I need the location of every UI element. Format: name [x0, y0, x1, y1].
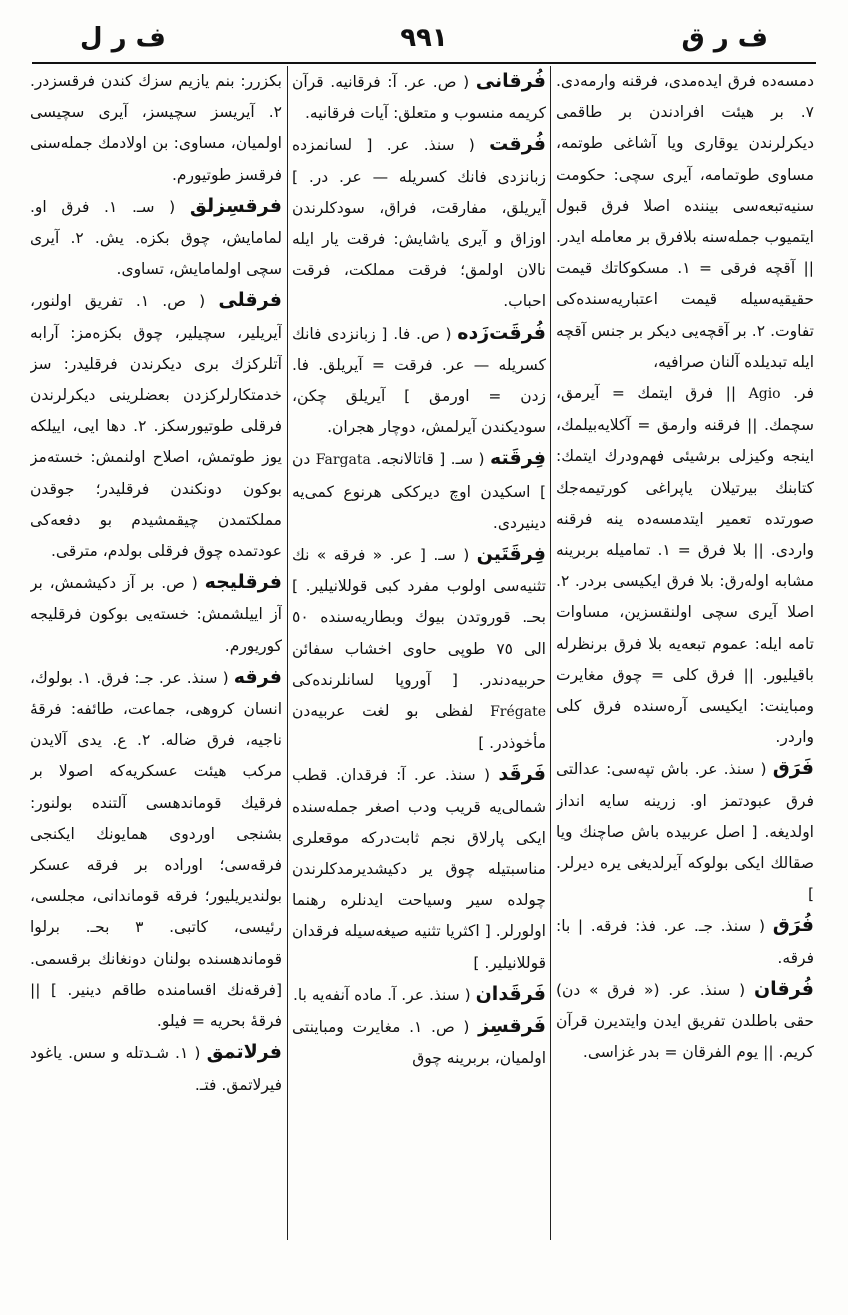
entry-latin-term: Agio — [748, 386, 781, 403]
dictionary-entry — [30, 567, 282, 662]
entry-text: ( ص. عر. آ: فرقانیه. قرآن کریمه منسوب و متعلق: آیات فرقانیه. — [292, 73, 546, 123]
entry-headword: فِرقَتَین — [476, 543, 546, 566]
entry-text: فر. — [793, 384, 814, 403]
dictionary-entry — [292, 1011, 546, 1074]
entry-headword: فرقه — [233, 665, 282, 688]
header-rule — [32, 62, 816, 64]
dictionary-entry — [292, 759, 546, 978]
column-divider — [287, 66, 288, 1240]
dictionary-entry — [556, 974, 814, 1069]
entry-text: ( سنذ. عر. [ لسانمزده زبانزدی فانك کسریله — عر. در. ] آیریلق، مفارقت، فراق، سودکلرندن اوزاق و آیری یاشایش: فرقت یار ایله نالان اولمق؛ فرقت مملکت، فرقت احباب. — [292, 136, 546, 311]
entry-text: ( سـ. [ قاتالانجه. — [376, 450, 485, 469]
column-middle — [292, 66, 546, 1246]
entry-headword: فَرقَد — [498, 763, 546, 786]
entry-headword: فرقسِزلق — [189, 194, 282, 217]
entry-text: ( سنذ. عر. جـ: فرق. ١. بولوك، انسان کروهی، جماعت، طائفه: فرقهٔ ناجیه، فرق ضاله. ٢. ع. یدی آلایدن مرکب هیئت عسکریه‌که اصولا بر فرقیك قوماندهسی آلتنده بولنور: بشنجی اوردوی همایونك ایکنجی فرقه‌سی؛ اوراده بر فرقه عسکر بولندیریلیور؛ فرقه قوماندانی، مجلسی، رئیسی، کاتبی. ٣ بحـ. برلوا قوماندهسنده بولنان دونغانك برقسمی. [فرقه‌نك اقسامنده طاقم دینیر. ] || فرقهٔ بحریه = فیلو. — [30, 668, 282, 1031]
dictionary-entry — [292, 318, 546, 444]
entry-text: ( ص. ١. تفریق اولنور، آیریلیر، سچیلیر، چوق بکزه‌مز: آرابه آتلرکزك بری دیکرندن فرقلیدر: سز خدمتکارلرکزدن بعضلرینی دیکرلرندن فرقلی طوتیورسکز. ٢. دها ایی، اییلکه یوز طوتمش، اصلاح اولنمش: خسته‌مز بوکون دونکندن فرقلیدر؛ جوقدن مملکتمدن چیقمشیدم بو دفعه‌کی عودتمده چوق فرقلی بولدم، مترقی. — [30, 292, 282, 561]
page-header — [40, 18, 808, 58]
entry-text: ( سـ. [ عر. « فرقه » نك تثنیه‌سی اولوب مفرد کبی قوللانیلیر. ] بحـ. قوروتدن بیوك وبطاریه‌سنده ٥٠ الی ٧٥ طوپی حاوی اخشاب سفائن حربیه‌دندر. [ آوروپا لسانلرنده‌کی — [292, 546, 546, 689]
entry-text: بکزرر: بنم یازیم سزك کندن فرقسزدر. ٢. آیریسز سچیسز، آیری سچیسی اولمیان، مساوی: بن اولادمك جمله‌سنی فرقسز طوتیورم. — [30, 72, 282, 184]
dictionary-entry — [292, 66, 546, 129]
entry-text: ( ص. بر آز دکیشمش، بر آز اییلشمش: خسته‌یی بوکون فرقلیجه کوریورم. — [30, 574, 282, 655]
entry-headword: فُرَق — [772, 914, 814, 937]
dictionary-entry — [556, 66, 814, 378]
entry-headword: فَرَق — [772, 757, 814, 780]
entry-headword: فُرقت — [489, 133, 546, 156]
dictionary-entry — [30, 66, 282, 191]
entry-text-continued: || فرق ایتمك = آیرمق، سچمك. || فرقنه وارمق = آکلایه‌بیلمك، اینجه وکیزلی برشیئی فهم‌ودرك ایتمك: کتابنك بیرتیلان یاپراغی کورتیمه‌جك صورتده تعمیر ایتدمسه‌ده ینه فرقنه واردی. || بلا فرق = ١. تماميله بربرینه مشابه اوله‌رق: بلا فرق ایکیسی بردر. ٢. اصلا آیری سچی اولنقسزین، مساوات تامه ایله: عموم تبعه‌یه بلا فرق برنظرله باقیلیور. || فرق کلی = چوق مغایرت ومباینت: ایکیسی آره‌سنده فرق کلی واردر. — [556, 384, 814, 747]
dictionary-entry — [556, 378, 814, 753]
dictionary-entry — [30, 191, 282, 286]
page-number: ٩٩١ — [400, 23, 448, 53]
entry-latin-term: Fargata — [315, 452, 371, 469]
entry-text: ( سنذ. عر. (« فرق » دن) حقی باطلدن تفریق ایدن وایتدیرن قرآن کریم. || یوم الفرقان = بدر غزاسی. — [556, 980, 814, 1062]
entry-text: ( سنذ. عر. آ. ماده آنفه‌یه با. — [292, 985, 471, 1004]
entry-text: ( ١. شـدتله و سس. یاغود فیرلاتمق. فتـ. — [30, 1044, 282, 1094]
entry-headword: فُرقان — [753, 977, 814, 1000]
entry-headword: فَرقسِز — [478, 1015, 546, 1038]
dictionary-entry — [292, 443, 546, 539]
dictionary-entry — [292, 979, 546, 1011]
entry-headword: فُرقَت‌زَده — [457, 321, 546, 344]
entry-text: ( سنذ. عر. آ: فرقدان. قطب شمالی‌یه قریب ودب اصغر جمله‌سنده ایکی پارلاق نجم ثابت‌درکه موقعلری مناسبتیله چوق یر دکیشدیرمدکلرندن چولده سیر وسیاحت ایدنلره رهنما اولورلر. [ اکثریا تثنیه صیغه‌سیله فرقدان قوللانیلیر. ] — [292, 766, 546, 972]
entry-headword: فرلاتمق — [206, 1041, 282, 1064]
entry-text: دمسه‌ده فرق ایده‌مدی، فرقنه وارمه‌دی. ٧. بر هیئت افرادندن بر طاقمی دیکرلرندن یوقاری ویا آشاغی طوتمه، مساوی طوتمامه، آیری سچی: حکومت سنیه‌تبعه‌سی بیننده اصلا فرق قبول ایتمیوب جمله‌سنه بلافرق بر معامله ایدر. || آقچه فرقی = ١. مسکوکاتك قیمت حقیقیه‌سیله قیمت اعتباریه‌سنده‌کی تفاوت. ٢. بر آقچه‌یی دیکر بر جنس آقچه ایله تبدیلده آلنان صرافیه، — [556, 72, 814, 371]
entry-text: ( سـ. ١. فرق او. لمامایش، چوق بکزه. یش. ٢. آیری سچی اولمامایش، تساوی. — [30, 197, 282, 279]
column-left — [30, 66, 282, 1246]
dictionary-entry — [556, 753, 814, 910]
dictionary-entry — [556, 910, 814, 973]
column-right — [556, 66, 814, 1246]
header-left-letters: ف ر ل — [80, 23, 166, 53]
entry-headword: فرقلی — [218, 289, 282, 312]
entry-headword: فِرقَته — [490, 447, 546, 470]
entry-headword: فُرقانی — [475, 70, 546, 92]
entry-latin-term: Frégate — [490, 704, 546, 721]
entry-text: ( ص. ١. مغایرت ومباینتی اولمیان، بربرینه چوق — [292, 1018, 546, 1068]
entry-text: ( سنذ. جـ. عر. فذ: فرقه. | با: فرقه. — [556, 917, 814, 967]
dictionary-entry — [30, 662, 282, 1037]
entry-text-continued: دن ] اسکیدن اوچ دیرککی هرنوع کمی‌یه دینیردی. — [292, 450, 546, 532]
entry-headword: فرقلیجه — [204, 571, 282, 594]
entry-text: ( سنذ. عر. باش تپه‌سی: عدالتی فرق عبودتمز او. زرینه سایه انداز اولدیغه. [ اصل عربیده باش صاچنك ویا صقالك ایکی بولوکه آیرلدیغی یره دیرلر. ] — [556, 760, 814, 904]
entry-headword: فَرقَدان — [475, 982, 546, 1005]
dictionary-entry — [30, 1037, 282, 1100]
dictionary-entry — [292, 129, 546, 317]
entry-text: ( ص. فا. [ زبانزدی فانك کسریله — عر. فرقت = آیریلق. فا. زدن = اورمق ] آیریلق چکن، سودیکندن آیرلمش، دوچار هجران. — [292, 324, 546, 437]
header-right-letters: ف ر ق — [681, 23, 768, 53]
entry-text-continued: لفظی بو لغت عربیه‌دن مأخوذدر. ] — [292, 702, 546, 753]
column-divider — [550, 66, 551, 1240]
dictionary-entry — [30, 285, 282, 567]
dictionary-entry — [292, 539, 546, 759]
